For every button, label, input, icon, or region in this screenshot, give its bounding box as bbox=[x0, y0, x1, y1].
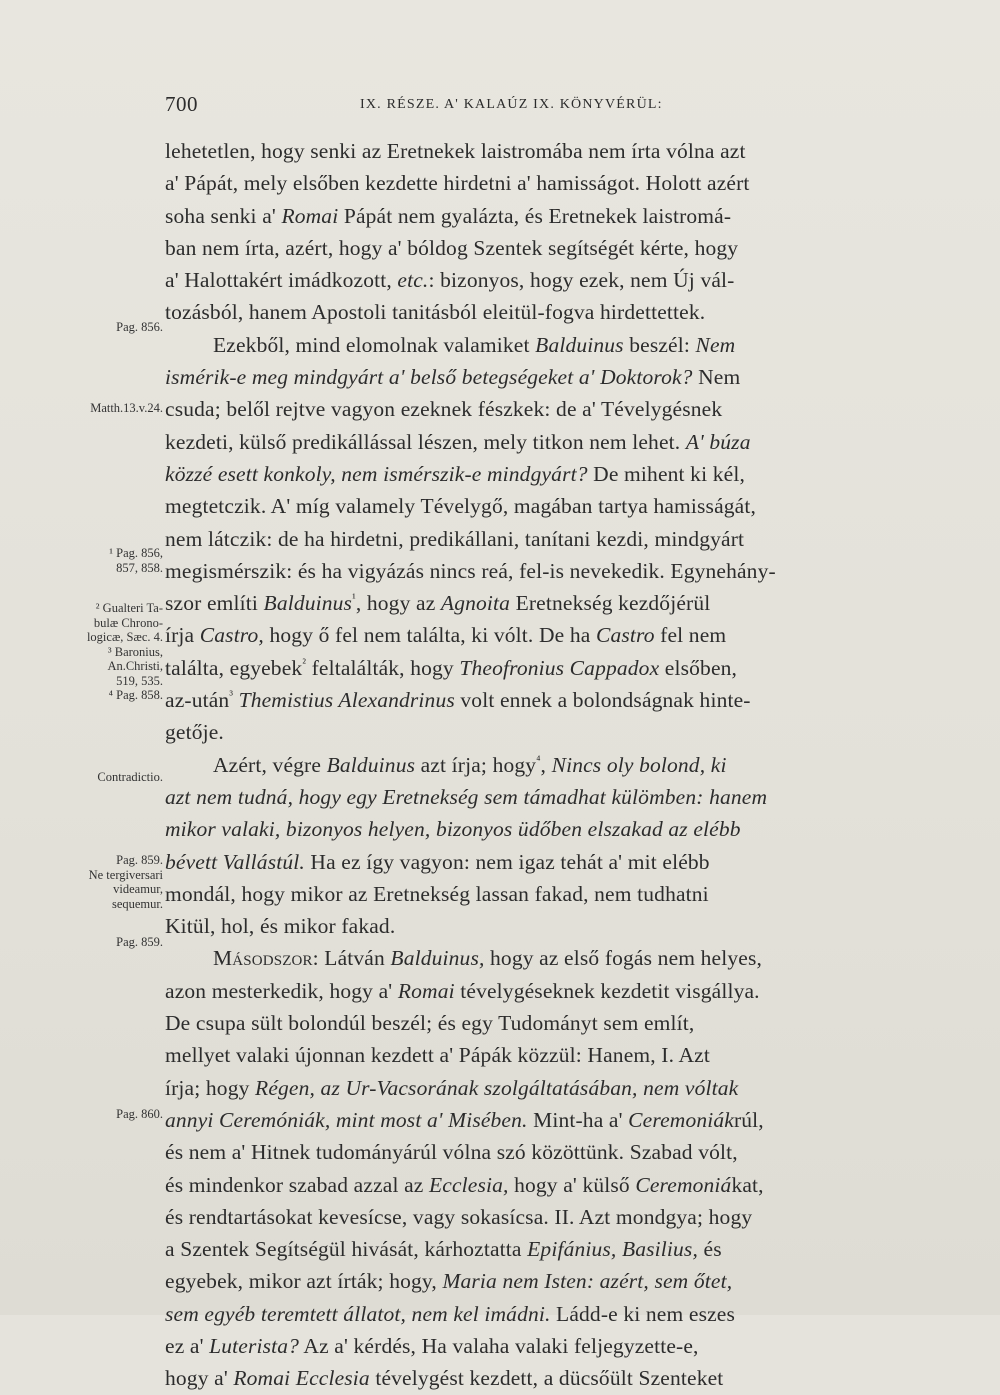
text-run: Agnoita bbox=[440, 591, 511, 616]
margin-note-line: sequemur. bbox=[111, 896, 163, 911]
margin-note-line: bulæ Chrono- bbox=[93, 615, 163, 630]
text-line bbox=[165, 942, 895, 974]
text-run: Eretnekség kezdőjérül bbox=[510, 591, 711, 616]
text-run: Epifánius, Basilius, bbox=[527, 1237, 698, 1262]
text-run: Maria nem Isten: azért, sem őtet, bbox=[442, 1269, 733, 1294]
text-line bbox=[165, 1201, 895, 1233]
text-run: feltalálták, hogy bbox=[306, 655, 460, 680]
running-head: IX. RÉSZE. A' KALAÚZ IX. KÖNYVÉRÜL: bbox=[360, 97, 663, 112]
text-line bbox=[165, 1104, 895, 1136]
text-run: : Látván bbox=[312, 946, 391, 971]
text-line bbox=[165, 296, 895, 328]
text-run: írja bbox=[165, 623, 200, 648]
text-run: Mint-ha a' bbox=[527, 1107, 629, 1132]
text-line bbox=[165, 329, 895, 361]
text-run: találta, egyebek bbox=[165, 655, 303, 680]
margin-note bbox=[55, 1107, 163, 1122]
text-run: ez a' bbox=[165, 1333, 210, 1358]
text-run: Balduinus bbox=[326, 752, 416, 777]
page-number: 700 bbox=[165, 92, 198, 116]
text-run: ismérik-e meg mindgyárt a' belső betegségeket a' Doktorok? bbox=[165, 365, 693, 390]
text-run: Balduinus, bbox=[390, 946, 485, 971]
text-run: tévelygést kezdett, a dücsőült Szenteket bbox=[369, 1366, 724, 1391]
text-line bbox=[165, 490, 895, 522]
text-line bbox=[165, 716, 895, 748]
text-run: : bizonyos, hogy ezek, nem Új vál- bbox=[428, 268, 735, 293]
text-run: Nincs oly bolond, ki bbox=[551, 752, 727, 777]
text-run: Ládd-e ki nem eszes bbox=[550, 1301, 736, 1326]
text-run: bévett Vallástúl. bbox=[165, 849, 305, 874]
text-line bbox=[165, 1233, 895, 1265]
text-run: De mihent ki kél, bbox=[587, 461, 745, 486]
text-line bbox=[165, 878, 895, 910]
text-line bbox=[165, 264, 895, 296]
text-line bbox=[165, 975, 895, 1007]
text-run: hogy az első fogás nem helyes, bbox=[484, 946, 763, 971]
footnote-ref: ³ bbox=[229, 687, 234, 702]
text-line bbox=[165, 200, 895, 232]
text-line bbox=[165, 813, 895, 845]
text-run: Másodszor bbox=[213, 946, 313, 971]
margin-note-line: Pag. 859. bbox=[116, 853, 163, 867]
text-line bbox=[165, 232, 895, 264]
text-run: csuda; belől rejtve vagyon ezeknek fészkek: de a' Tévelygésnek bbox=[165, 397, 723, 422]
margin-note bbox=[55, 853, 163, 911]
margin-note-line: ² Gualteri Ta- bbox=[95, 601, 163, 615]
text-run: fel nem bbox=[654, 623, 727, 648]
margin-note-line: videamur, bbox=[113, 882, 163, 896]
margin-note-line: Pag. 859. bbox=[116, 935, 163, 949]
text-run: kat, bbox=[731, 1172, 764, 1197]
text-run: azon mesterkedik, hogy a' bbox=[165, 978, 398, 1003]
text-run: sem egyéb teremtett állatot, nem kel imádni. bbox=[165, 1301, 551, 1326]
text-run: hogy a' külső bbox=[508, 1172, 636, 1197]
text-line bbox=[165, 555, 895, 587]
text-run: egyebek, mikor azt írták; hogy, bbox=[165, 1269, 443, 1294]
text-run: ban nem írta, azért, hogy a' bóldog Szentek segítségét kérte, hogy bbox=[165, 235, 739, 260]
text-run: Theofronius Cappadox bbox=[459, 655, 660, 680]
text-line bbox=[165, 1039, 895, 1071]
margin-note bbox=[55, 401, 163, 416]
text-run: Ecclesia, bbox=[429, 1172, 509, 1197]
text-run: Romai bbox=[397, 978, 455, 1003]
text-line bbox=[165, 1072, 895, 1104]
text-run: Balduinus bbox=[535, 332, 624, 357]
footnote-ref: ² bbox=[302, 655, 307, 670]
text-run: mellyet valaki újonnan kezdett a' Pápák közzül: Hanem, I. Azt bbox=[165, 1043, 710, 1068]
margin-note-line: Pag. 856. bbox=[116, 320, 163, 334]
margin-note-line: Contradictio. bbox=[97, 770, 163, 784]
text-line bbox=[165, 684, 895, 716]
text-run: megismérszik: és ha vigyázás nincs reá, fel-is nevekedik. Egynehány- bbox=[165, 558, 776, 583]
margin-note-line: ¹ Pag. 856, bbox=[109, 546, 163, 560]
text-run: és nem a' Hitnek tudományárúl vólna szó közöttünk. Szabad vólt, bbox=[165, 1140, 738, 1165]
text-run: soha senki a' bbox=[165, 203, 282, 228]
text-line bbox=[165, 458, 895, 490]
text-run: etc. bbox=[397, 268, 429, 293]
margin-note-line: Ne tergiversari bbox=[88, 867, 163, 882]
margin-note bbox=[55, 601, 163, 703]
text-run: Romai Ecclesia bbox=[233, 1366, 370, 1391]
margin-note bbox=[55, 770, 163, 785]
text-run: hogy ő fel nem találta, ki vólt. De ha bbox=[263, 623, 596, 648]
text-run: rúl, bbox=[733, 1107, 764, 1132]
text-run: mondál, hogy mikor az Eretnekség lassan fakad, nem tudhatni bbox=[165, 881, 709, 906]
text-run: tozásból, hanem Apostoli tanitásból eleitül-fogva hirdettettek. bbox=[165, 300, 706, 325]
text-run: Romai bbox=[281, 203, 339, 228]
text-run: az-után bbox=[165, 688, 230, 713]
text-line bbox=[165, 1298, 895, 1330]
text-line bbox=[165, 619, 895, 651]
text-line bbox=[165, 361, 895, 393]
text-run: a' Pápát, mely elsőben kezdette hirdetni a' hamisságot. Holott azért bbox=[165, 171, 750, 196]
text-run: a Szentek Segítségül hivását, kárhoztatta bbox=[165, 1237, 528, 1262]
text-run: Luterista? bbox=[209, 1333, 300, 1358]
text-line bbox=[165, 846, 895, 878]
margin-note-line: An.Christi, bbox=[107, 659, 163, 673]
margin-note bbox=[55, 935, 163, 950]
text-run: a' Halottakért imádkozott, bbox=[165, 268, 398, 293]
text-line bbox=[165, 781, 895, 813]
margin-note-line: ⁴ Pag. 858. bbox=[108, 688, 163, 702]
page-header bbox=[165, 92, 895, 126]
footnote-ref: ⁴ bbox=[536, 752, 541, 767]
text-run: Ha ez így vagyon: nem igaz tehát a' mit elébb bbox=[304, 849, 710, 874]
text-run: tévelygéseknek kezdetit visgállya. bbox=[454, 978, 760, 1003]
text-line bbox=[165, 523, 895, 555]
margin-note-line: logicæ, Sæc. 4. bbox=[86, 630, 163, 644]
text-run: közzé esett konkoly, nem ismérszik-e mindgyárt? bbox=[165, 461, 588, 486]
text-run: kezdeti, külső predikállással lészen, mely titkon nem lehet. bbox=[165, 429, 686, 454]
text-run: mikor valaki, bizonyos helyen, bizonyos üdőben elszakad az elébb bbox=[165, 817, 741, 842]
text-line bbox=[165, 167, 895, 199]
text-run: , bbox=[540, 752, 552, 777]
margin-note bbox=[55, 546, 163, 575]
text-run: volt ennek a bolondságnak hinte- bbox=[454, 688, 751, 713]
text-line bbox=[165, 652, 895, 684]
margin-note-line: Matth.13.v.24. bbox=[90, 401, 163, 415]
text-line bbox=[165, 1265, 895, 1297]
text-line bbox=[165, 135, 895, 167]
text-line bbox=[165, 749, 895, 781]
text-run: és bbox=[697, 1237, 722, 1262]
text-run: De csupa sült bolondúl beszél; és egy Tudományt sem említ, bbox=[165, 1011, 695, 1036]
text-run: nem látczik: de ha hirdetni, predikállani, tanítani kezdi, mindgyárt bbox=[165, 526, 745, 551]
text-run: Ezekből, mind elomolnak valamiket bbox=[213, 332, 536, 357]
text-run: Themistius Alexandrinus bbox=[238, 688, 455, 713]
text-run: Nem bbox=[695, 332, 736, 357]
text-line bbox=[165, 1007, 895, 1039]
margin-note-line: Pag. 860. bbox=[116, 1107, 163, 1121]
text-run: A' búza bbox=[685, 429, 751, 454]
text-line bbox=[165, 910, 895, 942]
text-run: Régen, az Ur-Vacsorának szolgáltatásában, nem vóltak bbox=[255, 1075, 739, 1100]
text-run: és rendtartásokat kevesícse, vagy sokasícsa. II. Azt mondgya; hogy bbox=[165, 1204, 753, 1229]
text-run: Ceremoniá bbox=[635, 1172, 732, 1197]
text-run: azt írja; hogy bbox=[415, 752, 537, 777]
text-line bbox=[165, 393, 895, 425]
text-run: és mindenkor szabad azzal az bbox=[165, 1172, 430, 1197]
text-line bbox=[165, 1362, 895, 1394]
text-line bbox=[165, 426, 895, 458]
text-run: szor említi bbox=[165, 591, 264, 616]
text-run: hogy a' bbox=[165, 1366, 234, 1391]
text-run: megtetczik. A' míg valamely Tévelygő, magában tartya hamisságát, bbox=[165, 494, 757, 519]
text-run: azt nem tudná, hogy egy Eretnekség sem támadhat külömben: hanem bbox=[165, 784, 768, 809]
text-run: Nem bbox=[692, 365, 741, 390]
text-line bbox=[165, 587, 895, 619]
text-run: Castro bbox=[595, 623, 655, 648]
text-run: beszél: bbox=[623, 332, 696, 357]
text-run: elsőben, bbox=[659, 655, 738, 680]
text-run: Az a' kérdés, Ha valaha valaki feljegyzette-e, bbox=[299, 1333, 699, 1358]
margin-note-line: 857, 858. bbox=[116, 560, 163, 575]
text-run: Kitül, hol, és mikor fakad. bbox=[165, 914, 396, 939]
text-line bbox=[165, 1330, 895, 1362]
margin-note-line: 519, 535. bbox=[116, 673, 163, 688]
text-run: getője. bbox=[165, 720, 224, 745]
footnote-ref: ¹ bbox=[352, 591, 356, 605]
text-run: lehetetlen, hogy senki az Eretnekek laistromába nem írta vólna azt bbox=[165, 139, 746, 163]
text-run: Ceremoniák bbox=[628, 1107, 734, 1132]
text-run: Azért, végre bbox=[213, 752, 327, 777]
text-run: Castro, bbox=[199, 623, 264, 648]
text-line bbox=[165, 1136, 895, 1168]
text-run: írja; hogy bbox=[165, 1075, 256, 1100]
text-run: Balduinus bbox=[263, 591, 353, 616]
text-run: annyi Ceremóniák, mint most a' Misében. bbox=[165, 1107, 528, 1132]
margin-note bbox=[55, 320, 163, 335]
body-text bbox=[165, 135, 895, 1395]
margin-note-line: ³ Baronius, bbox=[107, 644, 163, 659]
text-line bbox=[165, 1169, 895, 1201]
text-run: , hogy az bbox=[355, 591, 441, 616]
text-run: Pápát nem gyalázta, és Eretnekek laistromá- bbox=[338, 203, 732, 228]
